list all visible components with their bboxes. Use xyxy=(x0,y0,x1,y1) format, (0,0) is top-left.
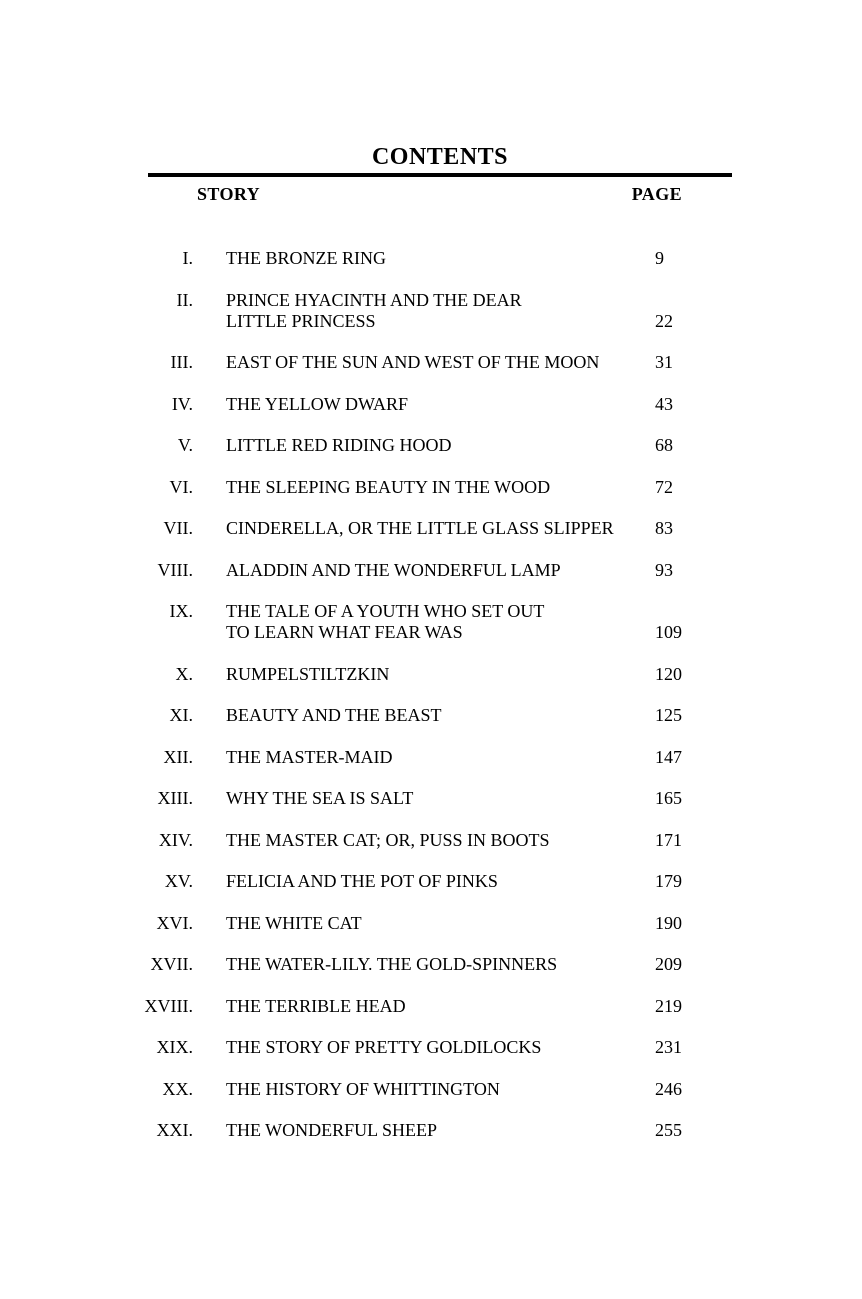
entry-page-number: 190 xyxy=(655,912,682,933)
entry-title-line: WHY THE SEA IS SALT xyxy=(226,788,414,808)
entry-page-number: 255 xyxy=(655,1120,682,1140)
entry-numeral: I. xyxy=(182,248,193,268)
entry-title xyxy=(226,560,655,581)
entry-title-line: RUMPELSTILTZKIN xyxy=(226,663,390,684)
toc-entry-row xyxy=(137,830,732,851)
toc-entry-row xyxy=(137,560,732,581)
entry-page-number: 120 xyxy=(655,663,682,684)
entry-title-line: LITTLE PRINCESS xyxy=(226,310,376,331)
entry-page-number: 43 xyxy=(655,393,673,414)
entry-title-line: PRINCE HYACINTH AND THE DEAR xyxy=(226,289,522,310)
entry-page-number: 22 xyxy=(655,310,673,331)
entry-title xyxy=(226,913,655,934)
entry-numeral: XVI. xyxy=(156,912,193,933)
entry-page-number: 109 xyxy=(655,622,682,642)
page-title: CONTENTS xyxy=(371,144,509,170)
entry-numeral: II. xyxy=(176,289,193,310)
entry-page-number: 179 xyxy=(655,871,682,891)
entry-numeral: XVIII. xyxy=(144,995,193,1016)
entry-title-line: BEAUTY AND THE BEAST xyxy=(226,705,442,725)
entry-title xyxy=(226,601,655,643)
entry-title xyxy=(226,705,655,726)
toc-content xyxy=(137,144,732,1162)
entry-page-number: 219 xyxy=(655,995,682,1016)
entry-title xyxy=(226,747,655,768)
entry-page-number: 246 xyxy=(655,1078,682,1099)
entry-numeral: V. xyxy=(177,435,193,455)
entry-numeral: XIX. xyxy=(156,1037,193,1057)
entry-numeral: XIII. xyxy=(157,788,193,808)
entry-title xyxy=(226,435,655,456)
entry-numeral: IX. xyxy=(169,601,193,621)
toc-entries xyxy=(137,248,732,1141)
entry-title xyxy=(226,996,655,1017)
toc-entry-row xyxy=(137,996,732,1017)
toc-entry-row xyxy=(137,435,732,456)
toc-entry-row xyxy=(137,788,732,809)
entry-numeral: XI. xyxy=(169,705,193,725)
entry-title xyxy=(226,830,655,851)
toc-entry-row xyxy=(137,477,732,498)
entry-numeral: XX. xyxy=(162,1078,193,1099)
entry-title xyxy=(226,954,655,975)
toc-entry-row xyxy=(137,913,732,934)
entry-title xyxy=(226,248,655,269)
entry-numeral: XIV. xyxy=(158,829,193,850)
entry-numeral: VI. xyxy=(169,476,193,497)
toc-entry-row xyxy=(137,954,732,975)
entry-page-number: 165 xyxy=(655,788,682,808)
entry-numeral: VIII. xyxy=(157,559,193,580)
page-column-header: PAGE xyxy=(631,184,682,204)
toc-entry-row xyxy=(137,601,732,643)
entry-page-number: 93 xyxy=(655,559,673,580)
entry-title-line: THE MASTER-MAID xyxy=(226,746,393,767)
entry-title-line: LITTLE RED RIDING HOOD xyxy=(226,435,452,455)
entry-title xyxy=(226,664,655,685)
toc-entry-row xyxy=(137,1079,732,1100)
entry-title-line: THE MASTER CAT; OR, PUSS IN BOOTS xyxy=(226,829,550,850)
entry-title-line: THE WATER-LILY. THE GOLD-SPINNERS xyxy=(226,954,558,974)
entry-title-line: THE STORY OF PRETTY GOLDILOCKS xyxy=(226,1037,542,1057)
toc-entry-row xyxy=(137,518,732,539)
entry-page-number: 31 xyxy=(655,352,673,372)
entry-title-line: THE TERRIBLE HEAD xyxy=(226,995,406,1016)
entry-numeral: X. xyxy=(175,663,193,684)
entry-page-number: 147 xyxy=(655,746,682,767)
entry-title-line: THE SLEEPING BEAUTY IN THE WOOD xyxy=(226,476,551,497)
entry-page-number: 171 xyxy=(655,829,682,850)
entry-title xyxy=(226,518,655,539)
entry-page-number: 83 xyxy=(655,518,673,538)
entry-title-line: CINDERELLA, OR THE LITTLE GLASS SLIPPER xyxy=(226,518,614,538)
entry-title-line: FELICIA AND THE POT OF PINKS xyxy=(226,871,498,891)
entry-title xyxy=(226,788,655,809)
entry-numeral: XII. xyxy=(163,746,193,767)
toc-entry-row xyxy=(137,705,732,726)
entry-numeral: III. xyxy=(170,352,193,372)
entry-title-line: THE YELLOW DWARF xyxy=(226,393,408,414)
entry-numeral: IV. xyxy=(171,393,193,414)
entry-title xyxy=(226,394,655,415)
entry-title xyxy=(226,352,655,373)
entry-title xyxy=(226,1120,655,1141)
entry-title xyxy=(226,290,655,332)
entry-page-number: 209 xyxy=(655,954,682,974)
entry-numeral: XXI. xyxy=(156,1120,193,1140)
entry-title-line: THE WONDERFUL SHEEP xyxy=(226,1120,437,1140)
toc-entry-row xyxy=(137,1037,732,1058)
toc-entry-row xyxy=(137,1120,732,1141)
toc-entry-row xyxy=(137,352,732,373)
entry-title-line: THE BRONZE RING xyxy=(226,248,386,268)
toc-entry-row xyxy=(137,871,732,892)
story-column-header: STORY xyxy=(197,184,261,204)
toc-entry-row xyxy=(137,747,732,768)
entry-title-line: TO LEARN WHAT FEAR WAS xyxy=(226,622,463,642)
entry-title-line: EAST OF THE SUN AND WEST OF THE MOON xyxy=(226,352,600,372)
column-headers xyxy=(137,177,732,205)
entry-title xyxy=(226,1037,655,1058)
toc-entry-row xyxy=(137,248,732,269)
entry-title xyxy=(226,477,655,498)
entry-page-number: 125 xyxy=(655,705,682,725)
entry-title-line: THE HISTORY OF WHITTINGTON xyxy=(226,1078,500,1099)
entry-page-number: 9 xyxy=(655,248,664,268)
toc-entry-row xyxy=(137,664,732,685)
entry-numeral: XV. xyxy=(164,871,193,891)
entry-page-number: 72 xyxy=(655,476,673,497)
entry-title-line: THE WHITE CAT xyxy=(226,912,362,933)
toc-entry-row xyxy=(137,290,732,332)
entry-title-line: THE TALE OF A YOUTH WHO SET OUT xyxy=(226,601,545,621)
entry-title xyxy=(226,871,655,892)
entry-page-number: 68 xyxy=(655,435,673,455)
entry-numeral: VII. xyxy=(163,518,193,538)
entry-numeral: XVII. xyxy=(150,954,193,974)
entry-title-line: ALADDIN AND THE WONDERFUL LAMP xyxy=(226,559,561,580)
entry-page-number: 231 xyxy=(655,1037,682,1057)
toc-entry-row xyxy=(137,394,732,415)
entry-title xyxy=(226,1079,655,1100)
